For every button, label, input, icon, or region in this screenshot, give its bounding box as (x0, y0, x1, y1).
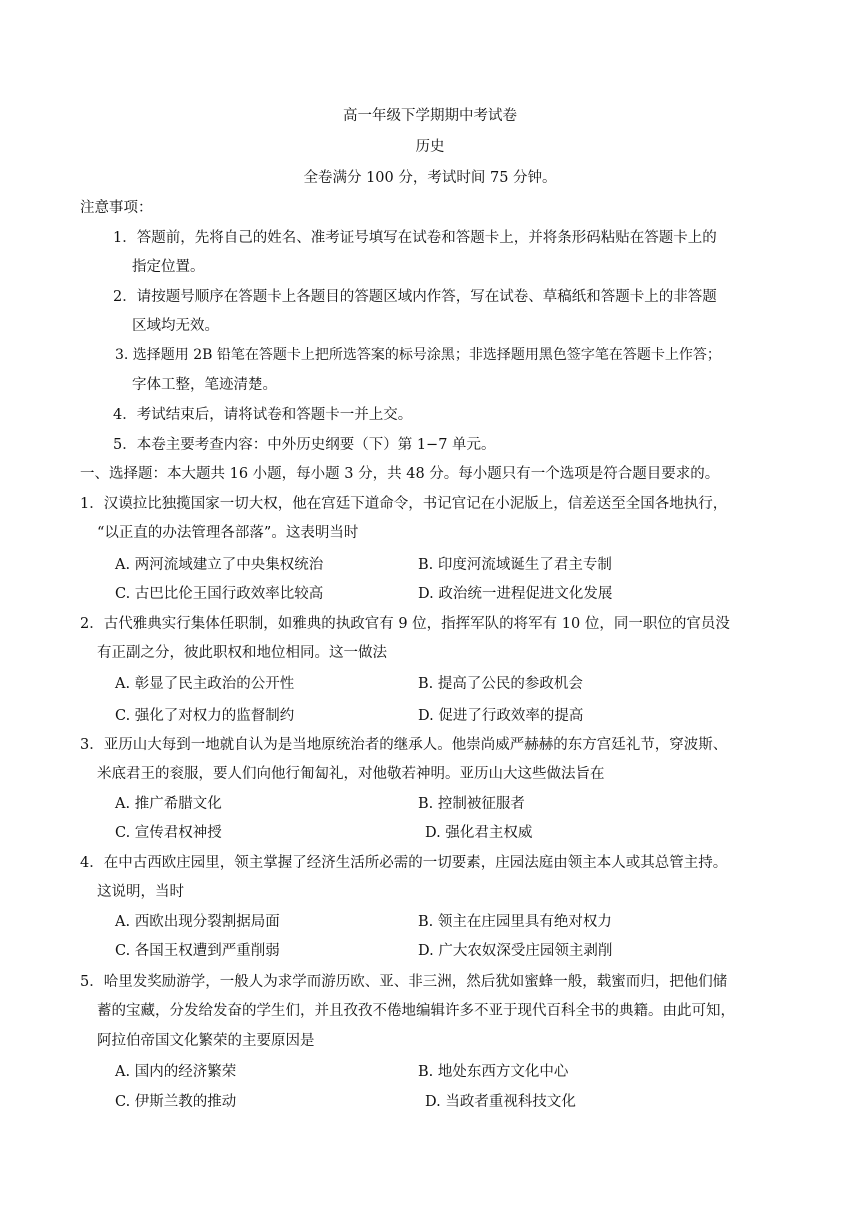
question-stem-cont: 蓄的宝藏，分发给发奋的学生们，并且孜孜不倦地编辑许多不亚于现代百科全书的典籍。由此可知， (97, 1003, 735, 1019)
option-b[interactable]: B. 提高了公民的参政机会 (418, 676, 583, 692)
question-stem: 1．汉谟拉比独揽国家一切大权，他在宫廷下道命令，书记官记在小泥版上，信差送至全国各地执行， (80, 496, 728, 512)
section-heading: 一、选择题：本大题共 16 小题，每小题 3 分，共 48 分。每小题只有一个选项是符合题目要求的。 (80, 466, 720, 482)
note-item-3: 3. 选择题用 2B 铅笔在答题卡上把所选答案的标号涂黑；非选择题用黑色签字笔在答题卡上作答； (115, 347, 721, 363)
question-stem-cont: 这说明，当时 (97, 884, 184, 900)
option-a[interactable]: A. 两河流域建立了中央集权统治 (115, 557, 324, 573)
option-a[interactable]: A. 西欧出现分裂割据局面 (115, 914, 280, 930)
score-info: 全卷满分 100 分，考试时间 75 分钟。 (303, 170, 557, 186)
exam-title: 高一年级下学期期中考试卷 (343, 108, 517, 124)
option-a[interactable]: A. 国内的经济繁荣 (115, 1064, 237, 1080)
option-d[interactable]: D. 强化君主权威 (425, 825, 533, 841)
option-b[interactable]: B. 领主在庄园里具有绝对权力 (418, 914, 612, 930)
note-item-1: 1．答题前，先将自己的姓名、准考证号填写在试卷和答题卡上，并将条形码粘贴在答题卡上的 (113, 230, 717, 246)
option-d[interactable]: D. 促进了行政效率的提高 (418, 708, 584, 724)
question-stem: 2．古代雅典实行集体任职制，如雅典的执政官有 9 位，指挥军队的将军有 10 位，同一职位的官员没 (80, 616, 730, 632)
note-item-1-cont: 指定位置。 (132, 259, 205, 275)
option-b[interactable]: B. 控制被征服者 (418, 796, 525, 812)
note-item-2: 2．请按题号顺序在答题卡上各题目的答题区域内作答，写在试卷、草稿纸和答题卡上的非答题 (113, 289, 717, 305)
option-c[interactable]: C. 古巴比伦王国行政效率比较高 (115, 586, 324, 602)
question-stem-cont: 有正副之分，彼此职权和地位相同。这一做法 (97, 645, 387, 661)
question-stem-cont: 阿拉伯帝国文化繁荣的主要原因是 (97, 1033, 315, 1049)
option-b[interactable]: B. 印度河流域诞生了君主专制 (418, 557, 612, 573)
notes-heading: 注意事项： (80, 200, 153, 216)
option-a[interactable]: A. 彰显了民主政治的公开性 (115, 676, 295, 692)
option-c[interactable]: C. 强化了对权力的监督制约 (115, 708, 295, 724)
note-item-5: 5．本卷主要考查内容：中外历史纲要（下）第 1−7 单元。 (113, 437, 496, 453)
question-stem-cont: “以正直的办法管理各部落”。这表明当时 (97, 525, 359, 541)
option-d[interactable]: D. 广大农奴深受庄园领主剥削 (418, 943, 613, 959)
question-stem: 5．哈里发奖励游学，一般人为求学而游历欧、亚、非三洲，然后犹如蜜蜂一般，载蜜而归，把他们储 (80, 974, 728, 990)
option-c[interactable]: C. 各国王权遭到严重削弱 (115, 943, 280, 959)
option-b[interactable]: B. 地处东西方文化中心 (418, 1064, 569, 1080)
option-d[interactable]: D. 当政者重视科技文化 (425, 1094, 576, 1110)
option-d[interactable]: D. 政治统一进程促进文化发展 (418, 586, 613, 602)
question-stem: 4．在中古西欧庄园里，领主掌握了经济生活所必需的一切要素，庄园法庭由领主本人或其总管主持。 (80, 855, 728, 871)
option-c[interactable]: C. 伊斯兰教的推动 (115, 1094, 237, 1110)
option-a[interactable]: A. 推广希腊文化 (115, 796, 222, 812)
question-stem: 3．亚历山大每到一地就自认为是当地原统治者的继承人。他崇尚威严赫赫的东方宫廷礼节，穿波斯、 (80, 737, 728, 753)
note-item-3-cont: 字体工整，笔迹清楚。 (132, 377, 277, 393)
option-c[interactable]: C. 宣传君权神授 (115, 825, 222, 841)
question-stem-cont: 米底君王的衮服，要人们向他行匍匐礼，对他敬若神明。亚历山大这些做法旨在 (97, 766, 605, 782)
note-item-4: 4．考试结束后，请将试卷和答题卡一并上交。 (113, 407, 413, 423)
exam-subject: 历史 (415, 139, 445, 155)
note-item-2-cont: 区域均无效。 (132, 318, 219, 334)
